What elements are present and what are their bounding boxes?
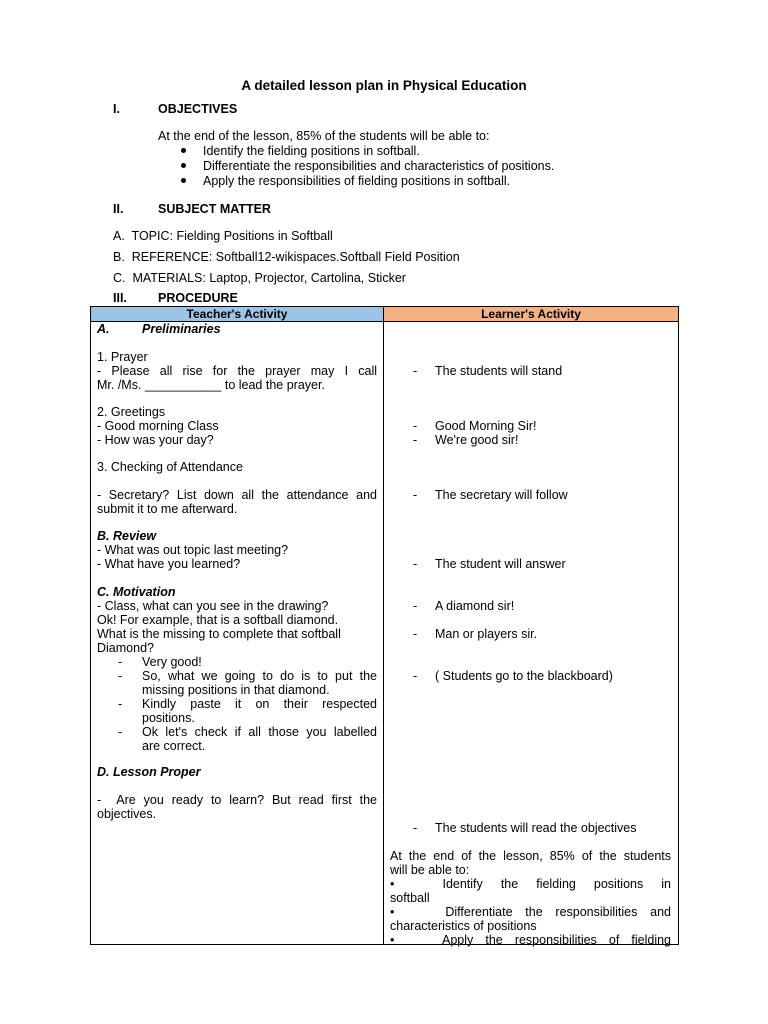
objective-item: Apply the responsibilities of fielding positions in softball. [203, 174, 511, 188]
learner-line: • Differentiate the responsibilities and [390, 905, 671, 919]
teacher-line: - Good morning Class [97, 419, 219, 433]
learner-line: ( Students go to the blackboard) [435, 669, 613, 683]
procedure-numeral: III. [113, 291, 127, 305]
document-title: A detailed lesson plan in Physical Education [241, 78, 527, 93]
teacher-line: Ok let's check if all those you labelled [142, 725, 377, 739]
subject-item-materials: C. MATERIALS: Laptop, Projector, Cartolina, Sticker [113, 271, 406, 285]
dash-marker: - [413, 627, 418, 641]
teacher-line: 1. Prayer [97, 350, 148, 364]
bullet-dot [181, 178, 186, 183]
objective-item: Identify the fielding positions in softball. [203, 144, 420, 158]
learner-line: • Identify the fielding positions in [390, 877, 671, 891]
bullet-dot [181, 163, 186, 168]
dash-marker: - [413, 364, 418, 378]
dash-marker: - [413, 821, 418, 835]
objectives-intro: At the end of the lesson, 85% of the students will be able to: [158, 129, 490, 143]
teacher-line: - Are you ready to learn? But read first the [97, 793, 377, 807]
dash-marker: - [413, 669, 418, 683]
subject-numeral: II. [113, 202, 124, 216]
teacher-line: - How was your day? [97, 433, 214, 447]
teacher-line: Kindly paste it on their respected [142, 697, 377, 711]
learner-line: The students will stand [435, 364, 563, 378]
teacher-line: positions. [142, 711, 195, 725]
teacher-line: 3. Checking of Attendance [97, 460, 243, 474]
learner-line: characteristics of positions [390, 919, 537, 933]
subject-item-topic: A. TOPIC: Fielding Positions in Softball [113, 229, 333, 243]
learner-line: The student will answer [435, 557, 566, 571]
teacher-line: Diamond? [97, 641, 154, 655]
teacher-line: - Please all rise for the prayer may I call [97, 364, 377, 378]
section-title: Preliminaries [142, 322, 221, 336]
objective-item: Differentiate the responsibilities and characteristics of positions. [203, 159, 555, 173]
dash-marker: - [118, 725, 123, 739]
dash-marker: - [413, 419, 418, 433]
procedure-table [90, 306, 679, 945]
learner-line: Good Morning Sir! [435, 419, 537, 433]
section-letter: A. [97, 322, 110, 336]
section-title: D. Lesson Proper [97, 765, 201, 779]
learner-line: The secretary will follow [435, 488, 568, 502]
dash-marker: - [413, 599, 418, 613]
teacher-line: missing positions in that diamond. [142, 683, 330, 697]
teacher-line: - What have you learned? [97, 557, 241, 571]
teacher-line: - Class, what can you see in the drawing? [97, 599, 329, 613]
teacher-activity-header: Teacher's Activity [91, 307, 384, 322]
teacher-line: - Secretary? List down all the attendance and [97, 488, 377, 502]
dash-marker: - [118, 669, 123, 683]
learner-activity-header: Learner's Activity [384, 307, 679, 322]
procedure-heading: PROCEDURE [158, 291, 238, 305]
dash-marker: - [118, 697, 123, 711]
teacher-line: objectives. [97, 807, 157, 821]
section-title: C. Motivation [97, 585, 176, 599]
teacher-line: What is the missing to complete that softball [97, 627, 341, 641]
teacher-line: are correct. [142, 739, 206, 753]
teacher-line: 2. Greetings [97, 405, 166, 419]
teacher-line: So, what we going to do is to put the [142, 669, 377, 683]
dash-marker: - [413, 488, 418, 502]
teacher-line: Very good! [142, 655, 202, 669]
teacher-line: Mr. /Ms. ___________ to lead the prayer. [97, 378, 325, 392]
learner-line: softball [390, 891, 430, 905]
objectives-numeral: I. [113, 102, 120, 116]
teacher-line: Ok! For example, that is a softball diamond. [97, 613, 339, 627]
learner-line: We're good sir! [435, 433, 519, 447]
learner-line: At the end of the lesson, 85% of the students [390, 849, 671, 863]
teacher-line: - What was out topic last meeting? [97, 543, 289, 557]
learner-line: A diamond sir! [435, 599, 515, 613]
dash-marker: - [118, 655, 123, 669]
dash-marker: - [413, 557, 418, 571]
learner-line: • Apply the responsibilities of fielding [390, 933, 671, 947]
learner-activity-cell [384, 322, 679, 945]
bullet-dot [181, 148, 186, 153]
learner-line: will be able to: [390, 863, 470, 877]
subject-heading: SUBJECT MATTER [158, 202, 271, 216]
objectives-heading: OBJECTIVES [158, 102, 238, 116]
subject-item-reference: B. REFERENCE: Softball12-wikispaces.Softball Field Position [113, 250, 460, 264]
section-title: B. Review [97, 529, 157, 543]
dash-marker: - [413, 433, 418, 447]
teacher-activity-cell [91, 322, 384, 945]
learner-line: The students will read the objectives [435, 821, 637, 835]
learner-line: Man or players sir. [435, 627, 538, 641]
teacher-line: submit it to me afterward. [97, 502, 238, 516]
